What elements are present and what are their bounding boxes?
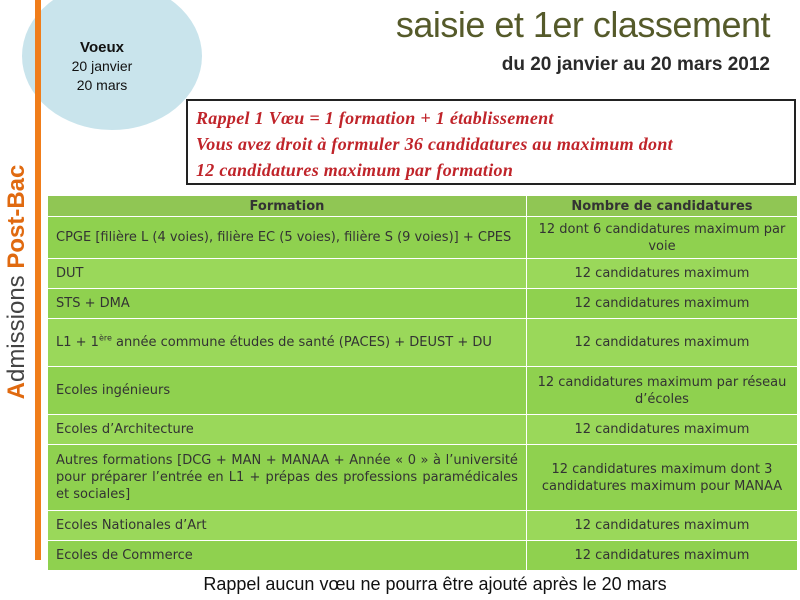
reminder-box — [186, 99, 796, 185]
cell-formation — [48, 319, 527, 367]
cell-nombre: 12 candidatures maximum — [526, 511, 797, 541]
cell-nombre: 12 dont 6 candidatures maximum par voie — [526, 217, 797, 259]
table-row — [48, 259, 798, 289]
column-header-formation: Formation — [48, 196, 527, 217]
table-header-row — [48, 196, 798, 217]
cell-nombre: 12 candidatures maximum — [526, 541, 797, 571]
table-row — [48, 319, 798, 367]
cell-nombre: 12 candidatures maximum dont 3 candidatures maximum pour MANAA — [526, 445, 797, 511]
sidebar-title — [0, 0, 34, 560]
cell-formation-part-2: année commune études de santé (PACES) + DEUST + DU — [111, 335, 492, 350]
page-title: saisie et 1er classement — [395, 4, 770, 45]
cell-nombre: 12 candidatures maximum — [526, 289, 797, 319]
cell-formation: DUT — [48, 259, 527, 289]
sidebar-title-rest: dmissions — [3, 268, 30, 383]
bubble-end-date: 20 mars — [76, 77, 128, 93]
candidatures-table — [47, 195, 798, 571]
cell-formation: Ecoles de Commerce — [48, 541, 527, 571]
cell-nombre: 12 candidatures maximum par réseau d’écoles — [526, 367, 797, 415]
cell-formation: Ecoles ingénieurs — [48, 367, 527, 415]
cell-formation: STS + DMA — [48, 289, 527, 319]
cell-formation: Autres formations [DCG + MAN + MANAA + Année « 0 » à l’université pour préparer l’entrée en L1 + prépas des professions paramédicales et sociales] — [48, 445, 527, 511]
bubble-label: Voeux — [80, 39, 124, 56]
cell-formation-superscript: ère — [98, 333, 112, 343]
cell-nombre: 12 candidatures maximum — [526, 319, 797, 367]
footer-reminder: Rappel aucun vœu ne pourra être ajouté après le 20 mars — [203, 574, 667, 594]
cell-nombre: 12 candidatures maximum — [526, 259, 797, 289]
cell-formation-part-1: L1 + 1 — [56, 335, 99, 350]
cell-formation: Ecoles d’Architecture — [48, 415, 527, 445]
table-row — [48, 367, 798, 415]
sidebar-title-initial: A — [3, 382, 30, 400]
date-bubble-text — [42, 38, 162, 95]
reminder-line-2: Vous avez droit à formuler 36 candidatures au maximum dont — [196, 134, 673, 154]
sidebar-accent-bar — [35, 0, 41, 560]
cell-formation: Ecoles Nationales d’Art — [48, 511, 527, 541]
reminder-line-3: 12 candidatures maximum par formation — [196, 160, 514, 180]
cell-nombre: 12 candidatures maximum — [526, 415, 797, 445]
reminder-line-1: Rappel 1 Vœu = 1 formation + 1 établissement — [196, 108, 554, 128]
page-subtitle: du 20 janvier au 20 mars 2012 — [501, 54, 770, 75]
column-header-nombre: Nombre de candidatures — [526, 196, 797, 217]
table-row — [48, 541, 798, 571]
table-row — [48, 415, 798, 445]
cell-formation: CPGE [filière L (4 voies), filière EC (5 voies), filière S (9 voies)] + CPES — [48, 217, 527, 259]
table-row — [48, 217, 798, 259]
table-row — [48, 289, 798, 319]
bubble-start-date: 20 janvier — [71, 58, 133, 74]
table-row — [48, 511, 798, 541]
table-row — [48, 445, 798, 511]
sidebar-title-brand: Post-Bac — [3, 164, 30, 269]
